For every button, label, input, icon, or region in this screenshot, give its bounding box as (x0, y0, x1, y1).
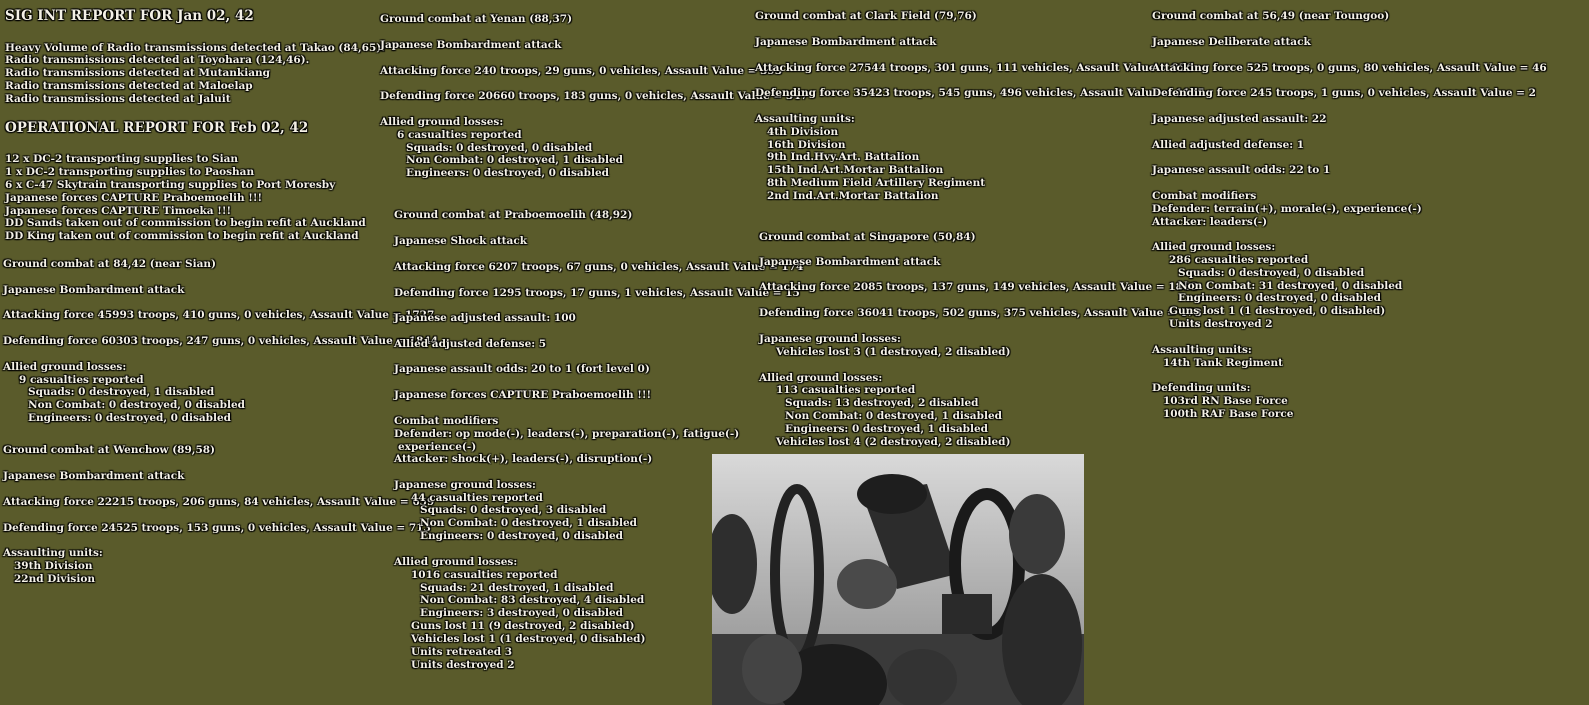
report-line: experience(-) (398, 441, 477, 453)
report-line: 4th Division (767, 126, 839, 138)
report-line: Assaulting units: (1152, 344, 1252, 356)
report-line: Squads: 0 destroyed, 3 disabled (420, 504, 607, 516)
report-line: Combat modifiers (394, 415, 499, 427)
report-line: Defending force 1295 troops, 17 guns, 1 vehicles, Assault Value = 15 (394, 287, 800, 299)
report-line: Defending force 245 troops, 1 guns, 0 vehicles, Assault Value = 2 (1152, 87, 1536, 99)
report-line: 286 casualties reported (1169, 254, 1309, 266)
report-line: Units destroyed 2 (1169, 318, 1273, 330)
report-line: Defending force 36041 troops, 502 guns, 375 vehicles, Assault Value = 478 (759, 307, 1202, 319)
report-line: 39th Division (14, 560, 93, 572)
report-line: Defender: terrain(+), morale(-), experience(-) (1152, 203, 1422, 215)
report-line: Attacker: leaders(-) (1152, 216, 1268, 228)
report-line: Defending force 60303 troops, 247 guns, 0 vehicles, Assault Value = 1844 (3, 335, 439, 347)
report-line: Defending force 20660 troops, 183 guns, 0 vehicles, Assault Value = 347 (380, 90, 808, 102)
report-line: Attacking force 27544 troops, 301 guns, 111 vehicles, Assault Value = 920 (755, 62, 1194, 74)
report-line: Ground combat at Clark Field (79,76) (755, 10, 977, 22)
report-line: Radio transmissions detected at Jaluit (5, 93, 231, 105)
report-line: Defending force 35423 troops, 545 guns, 496 vehicles, Assault Value = 1115 (755, 87, 1205, 99)
report-line: Non Combat: 0 destroyed, 1 disabled (420, 517, 637, 529)
report-line: Squads: 0 destroyed, 0 disabled (406, 142, 593, 154)
report-line: Engineers: 0 destroyed, 0 disabled (1178, 292, 1382, 304)
report-line: Allied adjusted defense: 1 (1152, 139, 1305, 151)
report-line: Combat modifiers (1152, 190, 1257, 202)
report-line: Vehicles lost 3 (1 destroyed, 2 disabled) (776, 346, 1011, 358)
report-line: 14th Tank Regiment (1163, 357, 1283, 369)
report-line: Allied ground losses: (394, 556, 518, 568)
report-line: 1 x DC-2 transporting supplies to Paoshan (5, 166, 255, 178)
report-line: Allied ground losses: (1152, 241, 1276, 253)
report-line: Radio transmissions detected at Toyohara (124,46). (5, 54, 310, 66)
report-line: Japanese adjusted assault: 22 (1152, 113, 1327, 125)
report-line: 103rd RN Base Force (1163, 395, 1288, 407)
report-line: Vehicles lost 4 (2 destroyed, 2 disabled) (776, 436, 1011, 448)
report-line: Assaulting units: (3, 547, 103, 559)
report-line: Radio transmissions detected at Mutankiang (5, 67, 270, 79)
report-line: Allied ground losses: (3, 361, 127, 373)
report-line: Non Combat: 0 destroyed, 1 disabled (785, 410, 1002, 422)
report-line: Vehicles lost 1 (1 destroyed, 0 disabled) (411, 633, 646, 645)
report-line: Ground combat at 84,42 (near Sian) (3, 258, 217, 270)
report-line: Non Combat: 31 destroyed, 0 disabled (1178, 280, 1403, 292)
report-line: 100th RAF Base Force (1163, 408, 1294, 420)
report-line: 12 x DC-2 transporting supplies to Sian (5, 153, 239, 165)
artillery-crew-photo (712, 454, 1084, 705)
artillery-photo-image (712, 454, 1084, 705)
report-line: Japanese assault odds: 20 to 1 (fort level 0) (394, 363, 650, 375)
report-line: Squads: 0 destroyed, 0 disabled (1178, 267, 1365, 279)
report-title: OPERATIONAL REPORT FOR Feb 02, 42 (5, 120, 309, 136)
report-line: Japanese Bombardment attack (755, 36, 937, 48)
report-line: Engineers: 0 destroyed, 0 disabled (28, 412, 232, 424)
report-line: 6 x C-47 Skytrain transporting supplies to Port Moresby (5, 179, 336, 191)
report-line: Guns lost 11 (9 destroyed, 2 disabled) (411, 620, 635, 632)
report-line: Non Combat: 0 destroyed, 1 disabled (406, 154, 623, 166)
report-line: 15th Ind.Art.Mortar Battalion (767, 164, 944, 176)
report-line: Defender: op mode(-), leaders(-), preparation(-), fatigue(-) (394, 428, 740, 440)
report-line: Ground combat at Praboemoelih (48,92) (394, 209, 633, 221)
report-line: Japanese Shock attack (394, 235, 527, 247)
report-line: Japanese ground losses: (759, 333, 901, 345)
report-line: Attacking force 2085 troops, 137 guns, 149 vehicles, Assault Value = 1868 (759, 281, 1198, 293)
report-line: Squads: 21 destroyed, 1 disabled (420, 582, 614, 594)
report-line: Ground combat at Singapore (50,84) (759, 231, 976, 243)
report-line: Defending force 24525 troops, 153 guns, 0 vehicles, Assault Value = 713 (3, 522, 431, 534)
report-line: 113 casualties reported (776, 384, 916, 396)
report-line: Attacking force 6207 troops, 67 guns, 0 vehicles, Assault Value = 174 (394, 261, 804, 273)
report-line: Japanese forces CAPTURE Praboemoelih !!! (5, 192, 263, 204)
report-line: 22nd Division (14, 573, 95, 585)
report-line: Engineers: 0 destroyed, 1 disabled (785, 423, 989, 435)
report-line: Heavy Volume of Radio transmissions detected at Takao (84,65). (5, 42, 385, 54)
report-line: Attacker: shock(+), leaders(-), disruption(-) (394, 453, 653, 465)
report-line: Japanese ground losses: (394, 479, 536, 491)
report-line: Japanese assault odds: 22 to 1 (1152, 164, 1331, 176)
report-line: 8th Medium Field Artillery Regiment (767, 177, 986, 189)
report-line: Allied adjusted defense: 5 (394, 338, 547, 350)
report-line: Non Combat: 83 destroyed, 4 disabled (420, 594, 645, 606)
report-line: Allied ground losses: (759, 372, 883, 384)
report-line: Units retreated 3 (411, 646, 513, 658)
report-line: Non Combat: 0 destroyed, 0 disabled (28, 399, 245, 411)
report-line: 9th Ind.Hvy.Art. Battalion (767, 151, 920, 163)
report-line: DD King taken out of commission to begin refit at Auckland (5, 230, 359, 242)
report-line: Units destroyed 2 (411, 659, 515, 671)
report-line: 44 casualties reported (411, 492, 543, 504)
report-line: 6 casualties reported (397, 129, 522, 141)
report-line: Japanese forces CAPTURE Timoeka !!! (5, 205, 232, 217)
report-line: Japanese Bombardment attack (759, 256, 941, 268)
report-line: DD Sands taken out of commission to begin refit at Auckland (5, 217, 366, 229)
report-line: Guns lost 1 (1 destroyed, 0 disabled) (1169, 305, 1386, 317)
report-line: Ground combat at Wenchow (89,58) (3, 444, 216, 456)
report-line: Attacking force 45993 troops, 410 guns, 0 vehicles, Assault Value = 1727 (3, 309, 435, 321)
report-line: Engineers: 0 destroyed, 0 disabled (420, 530, 624, 542)
report-line: 16th Division (767, 139, 846, 151)
report-line: Attacking force 525 troops, 0 guns, 80 vehicles, Assault Value = 46 (1152, 62, 1547, 74)
report-line: 2nd Ind.Art.Mortar Battalion (767, 190, 939, 202)
report-line: Squads: 0 destroyed, 1 disabled (28, 386, 215, 398)
report-line: Japanese forces CAPTURE Praboemoelih !!! (394, 389, 652, 401)
report-line: Defending units: (1152, 382, 1251, 394)
report-line: Attacking force 22215 troops, 206 guns, 84 vehicles, Assault Value = 659 (3, 496, 435, 508)
report-line: Allied ground losses: (380, 116, 504, 128)
report-line: Radio transmissions detected at Maloelap (5, 80, 253, 92)
report-line: Ground combat at 56,49 (near Toungoo) (1152, 10, 1390, 22)
report-line: Japanese Bombardment attack (380, 39, 562, 51)
report-line: Japanese Deliberate attack (1152, 36, 1311, 48)
report-line: Japanese adjusted assault: 100 (394, 312, 576, 324)
report-line: Engineers: 3 destroyed, 0 disabled (420, 607, 624, 619)
report-line: Japanese Bombardment attack (3, 284, 185, 296)
report-line: Ground combat at Yenan (88,37) (380, 13, 573, 25)
report-line: Attacking force 240 troops, 29 guns, 0 vehicles, Assault Value = 393 (380, 65, 783, 77)
report-line: Japanese Bombardment attack (3, 470, 185, 482)
report-line: Squads: 13 destroyed, 2 disabled (785, 397, 979, 409)
report-line: 1016 casualties reported (411, 569, 558, 581)
report-line: 9 casualties reported (19, 374, 144, 386)
report-line: Engineers: 0 destroyed, 0 disabled (406, 167, 610, 179)
report-line: Assaulting units: (755, 113, 855, 125)
report-title: SIG INT REPORT FOR Jan 02, 42 (5, 8, 254, 24)
